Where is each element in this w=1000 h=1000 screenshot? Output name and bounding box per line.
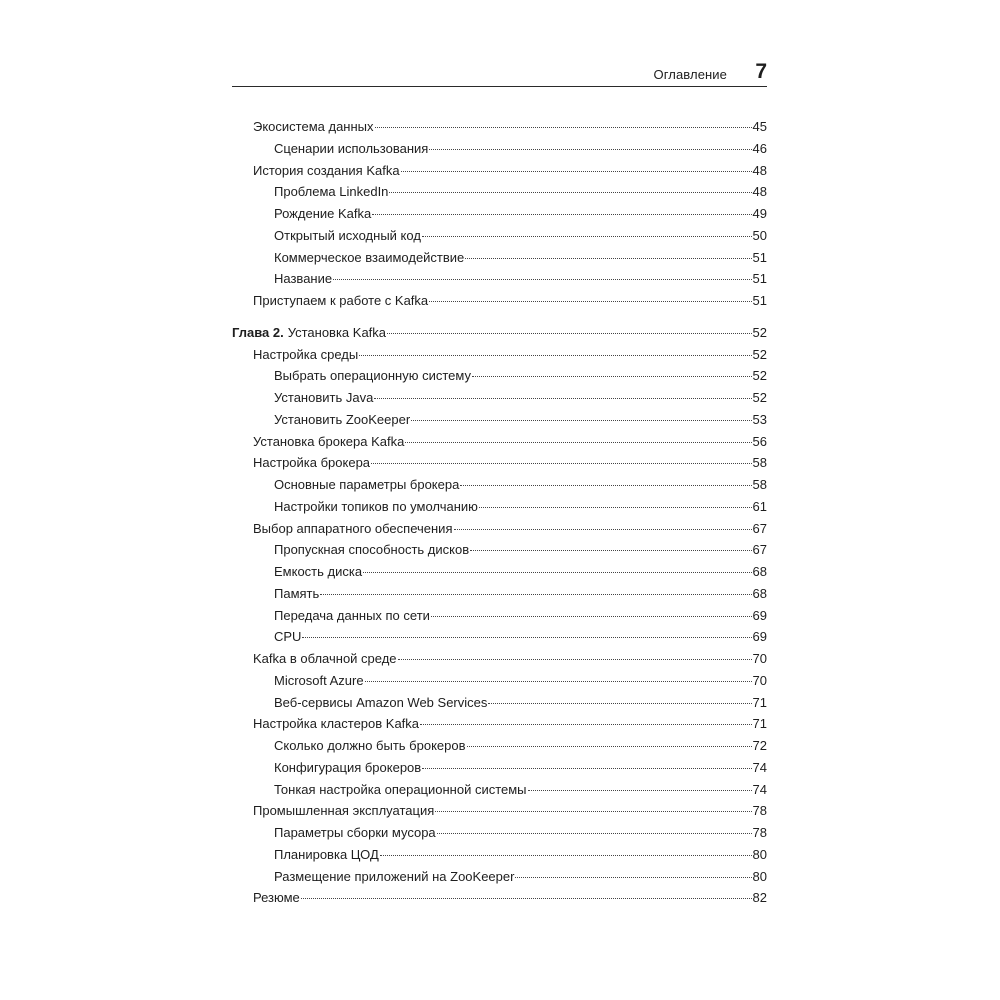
toc-entry-page: 49: [752, 206, 767, 221]
toc-entry-title: Проблема LinkedIn: [274, 184, 389, 200]
toc-entry[interactable]: [232, 561, 767, 583]
dot-leader: [359, 354, 751, 356]
toc-entry-page: 56: [752, 433, 767, 449]
toc-entry-page: 58: [752, 477, 767, 492]
toc-entry-title: Резюме: [253, 890, 300, 906]
dot-leader: [372, 213, 751, 215]
toc-entry-page: 53: [752, 411, 767, 427]
toc-entry-title: Настройка кластеров Kafka: [253, 716, 420, 732]
toc-entry-title: Приступаем к работе с Kafka: [253, 293, 429, 308]
dot-leader: [333, 278, 751, 280]
toc-entry-title: Kafka в облачной среде: [253, 651, 397, 666]
dot-leader: [429, 148, 751, 150]
toc-entry-title: Передача данных по сети: [274, 607, 430, 623]
toc-entry-title: Установить ZooKeeper: [274, 411, 411, 427]
toc-entry[interactable]: [232, 365, 767, 387]
toc-entry-title: Открытый исходный код: [274, 227, 421, 243]
toc-entry-title: Настройка брокера: [253, 455, 371, 471]
dot-leader: [488, 702, 751, 704]
toc-entry[interactable]: [232, 670, 767, 692]
dot-leader: [365, 680, 752, 682]
toc-entry-page: 68: [752, 585, 767, 601]
toc-chapter-entry[interactable]: [232, 322, 767, 344]
dot-leader: [411, 419, 751, 421]
toc-entry-page: 52: [752, 324, 767, 340]
toc-entry-page: 51: [752, 271, 767, 287]
table-of-contents: [232, 116, 767, 909]
toc-entry-page: 48: [752, 184, 767, 200]
toc-entry-title: Параметры сборки мусора: [274, 825, 436, 840]
toc-entry-title: Размещение приложений на ZooKeeper: [274, 868, 515, 884]
toc-entry[interactable]: [232, 692, 767, 714]
toc-entry-page: 80: [752, 868, 767, 884]
dot-leader: [437, 832, 752, 834]
toc-entry-page: 61: [752, 498, 767, 514]
toc-entry-page: 82: [752, 890, 767, 906]
toc-entry-title: Конфигурация брокеров: [274, 759, 422, 775]
toc-entry-title: Экосистема данных: [253, 119, 374, 134]
toc-entry-page: 78: [752, 825, 767, 840]
toc-entry-page: 52: [752, 346, 767, 362]
toc-entry-title: Промышленная эксплуатация: [253, 803, 435, 819]
dot-leader: [320, 593, 751, 595]
dot-leader: [374, 397, 751, 399]
chapter-number: Глава 2.: [232, 324, 284, 340]
toc-entry-page: 72: [752, 738, 767, 753]
toc-entry-title: Сколько должно быть брокеров: [274, 738, 466, 753]
toc-entry[interactable]: [232, 735, 767, 757]
toc-entry[interactable]: [232, 409, 767, 431]
dot-leader: [375, 126, 752, 128]
toc-entry-title: Веб-сервисы Amazon Web Services: [274, 694, 488, 710]
dot-leader: [422, 235, 752, 237]
dot-leader: [398, 658, 752, 660]
toc-entry[interactable]: [232, 116, 767, 138]
dot-leader: [431, 615, 752, 617]
toc-entry[interactable]: [232, 583, 767, 605]
toc-entry-title: Пропускная способность дисков: [274, 542, 470, 558]
toc-entry[interactable]: [232, 431, 767, 453]
toc-entry[interactable]: [232, 605, 767, 627]
toc-entry-title: Выбор аппаратного обеспечения: [253, 520, 453, 536]
toc-entry[interactable]: [232, 626, 767, 648]
dot-leader: [420, 723, 752, 725]
toc-entry-title: Память: [274, 585, 320, 601]
dot-leader: [389, 191, 751, 193]
dot-leader: [479, 506, 752, 508]
toc-entry-title: Рождение Kafka: [274, 206, 372, 221]
toc-entry-title: Установка Kafka: [287, 324, 387, 340]
toc-entry-title: CPU: [274, 629, 302, 645]
toc-entry[interactable]: [232, 844, 767, 866]
toc-entry[interactable]: [232, 822, 767, 844]
toc-entry-page: 74: [752, 759, 767, 775]
toc-entry-page: 67: [752, 520, 767, 536]
dot-leader: [528, 789, 752, 791]
toc-entry-page: 74: [752, 781, 767, 797]
dot-leader: [401, 170, 752, 172]
dot-leader: [302, 636, 751, 638]
toc-entry-title: Коммерческое взаимодействие: [274, 249, 465, 265]
toc-entry[interactable]: [232, 138, 767, 160]
dot-leader: [515, 876, 751, 878]
toc-entry-title: Сценарии использования: [274, 140, 429, 156]
toc-entry[interactable]: [232, 539, 767, 561]
toc-entry[interactable]: [232, 344, 767, 366]
toc-entry[interactable]: [232, 866, 767, 888]
toc-entry[interactable]: [232, 452, 767, 474]
toc-entry[interactable]: [232, 247, 767, 269]
dot-leader: [422, 767, 751, 769]
toc-entry-title: Выбрать операционную систему: [274, 368, 471, 384]
toc-entry-title: Установка брокера Kafka: [253, 433, 405, 449]
dot-leader: [429, 300, 751, 302]
toc-entry-page: 70: [752, 651, 767, 666]
toc-entry[interactable]: [232, 268, 767, 290]
toc-entry-page: 70: [752, 672, 767, 688]
dot-leader: [371, 462, 751, 464]
toc-entry-page: 46: [752, 140, 767, 156]
dot-leader: [301, 897, 752, 899]
toc-entry[interactable]: [232, 800, 767, 822]
dot-leader: [387, 332, 752, 334]
toc-entry-page: 58: [752, 455, 767, 471]
toc-entry[interactable]: [232, 496, 767, 518]
toc-entry[interactable]: [232, 160, 767, 182]
page-number: 7: [755, 60, 767, 83]
toc-entry-page: 52: [752, 390, 767, 405]
toc-entry[interactable]: [232, 387, 767, 409]
toc-entry-page: 52: [752, 368, 767, 384]
toc-entry[interactable]: [232, 887, 767, 909]
toc-entry-page: 50: [752, 227, 767, 243]
toc-entry[interactable]: [232, 225, 767, 247]
toc-entry-title: Емкость диска: [274, 564, 363, 579]
toc-entry-title: История создания Kafka: [253, 162, 400, 178]
toc-entry-page: 71: [752, 694, 767, 710]
dot-leader: [454, 528, 752, 530]
toc-entry[interactable]: [232, 757, 767, 779]
toc-entry[interactable]: [232, 648, 767, 670]
toc-entry-page: 68: [752, 564, 767, 579]
toc-entry-title: Тонкая настройка операционной системы: [274, 781, 527, 797]
toc-entry-title: Настройка среды: [253, 346, 359, 362]
dot-leader: [467, 745, 752, 747]
toc-entry-title: Название: [274, 271, 333, 287]
toc-entry-page: 48: [752, 162, 767, 178]
toc-entry-title: Настройки топиков по умолчанию: [274, 498, 478, 514]
dot-leader: [465, 257, 751, 259]
toc-entry-page: 51: [752, 249, 767, 265]
dot-leader: [363, 571, 751, 573]
dot-leader: [470, 549, 751, 551]
toc-entry-page: 71: [752, 716, 767, 732]
toc-entry-page: 78: [752, 803, 767, 819]
toc-entry[interactable]: [232, 203, 767, 225]
running-header: [232, 58, 767, 87]
toc-entry-title: Планировка ЦОД: [274, 846, 379, 862]
toc-entry[interactable]: [232, 290, 767, 312]
toc-entry-title: Основные параметры брокера: [274, 477, 460, 492]
toc-entry-page: 45: [752, 119, 767, 134]
toc-entry-title: Microsoft Azure: [274, 672, 364, 688]
toc-entry-page: 69: [752, 629, 767, 645]
dot-leader: [435, 810, 751, 812]
toc-entry-page: 51: [752, 293, 767, 308]
dot-leader: [460, 484, 751, 486]
toc-entry-title: Установить Java: [274, 390, 374, 405]
section-title: Оглавление: [653, 67, 727, 82]
toc-entry-page: 67: [752, 542, 767, 558]
toc-entry[interactable]: [232, 518, 767, 540]
dot-leader: [380, 854, 752, 856]
dot-leader: [405, 441, 751, 443]
toc-entry[interactable]: [232, 713, 767, 735]
toc-entry[interactable]: [232, 181, 767, 203]
dot-leader: [472, 375, 752, 377]
toc-entry[interactable]: [232, 474, 767, 496]
toc-entry[interactable]: [232, 779, 767, 801]
toc-entry-page: 80: [752, 846, 767, 862]
toc-entry-page: 69: [752, 607, 767, 623]
